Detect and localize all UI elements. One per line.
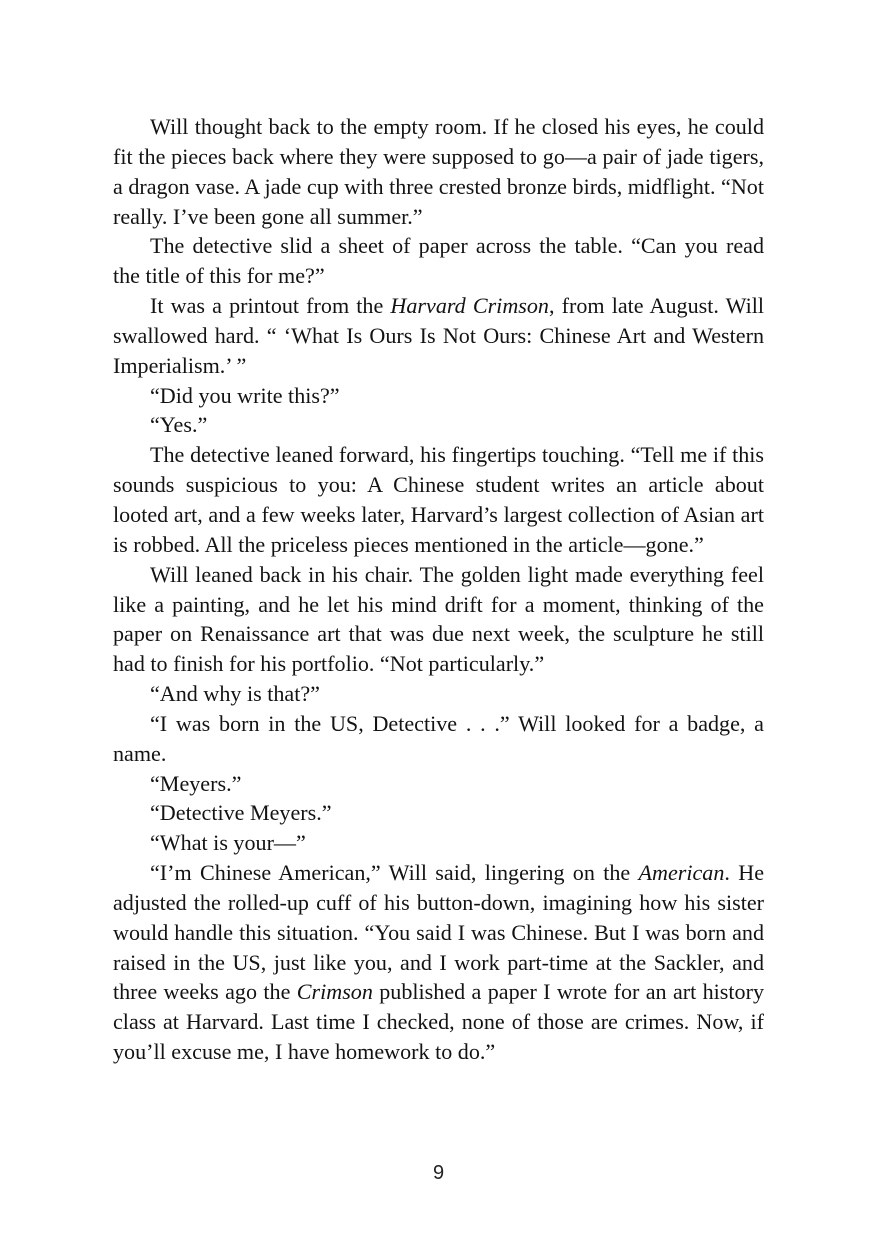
paragraph: “Did you write this?”: [150, 382, 340, 408]
paragraph: The detective leaned forward, his fingertips touching. “Tell me if this sounds suspicious to you: A Chinese student writes an article about looted art, and a few weeks later, Harvard’s largest collection of Asian art is robbed. All the priceless pieces mentioned in the article—gone.”: [113, 442, 764, 557]
paragraph: The detective slid a sheet of paper across the table. “Can you read the title of this for me?”: [113, 233, 764, 289]
paragraph-segment: “I’m Chinese American,” Will said, lingering on the: [150, 860, 639, 886]
italic-title-crimson: Crimson: [296, 979, 373, 1005]
paragraph: [113, 858, 764, 1067]
paragraph: Will thought back to the empty room. If he closed his eyes, he could fit the pieces back where they were supposed to go—a pair of jade tigers, a dragon vase. A jade cup with three crested bronze birds, midflight. “Not really. I’ve been gone all summer.”: [113, 114, 764, 229]
paragraph: “Detective Meyers.”: [150, 800, 332, 826]
paragraph: “Meyers.”: [150, 770, 242, 796]
italic-word-american: American: [638, 860, 725, 886]
paragraph-segment: . He adjusted the rolled-up cuff of his button-down, imagining how his sister would handle this situation. “You said I was Chinese. But I was born and raised in the US, just like you, and I work part-time at the Sackler, and three weeks ago the: [113, 860, 764, 1005]
paragraph-segment: It was a printout from the: [150, 293, 391, 319]
paragraph: Will leaned back in his chair. The golden light made everything feel like a painting, and he let his mind drift for a moment, thinking of the paper on Renaissance art that was due next week, the sculpture he still had to finish for his portfolio. “Not particularly.”: [113, 561, 764, 677]
paragraph: “What is your—”: [150, 830, 306, 856]
page-number: 9: [432, 1162, 445, 1184]
paragraph: “Yes.”: [150, 412, 208, 438]
paragraph-segment: , from late August. Will swallowed hard. “ ‘What Is Ours Is Not Ours: Chinese Art and Western Imperialism.’ ”: [113, 293, 765, 378]
paragraph: [113, 291, 764, 381]
italic-title-harvard-crimson: Harvard Crimson: [390, 293, 549, 319]
paragraph: “And why is that?”: [150, 681, 320, 707]
paragraph-segment: published a paper I wrote for an art history class at Harvard. Last time I checked, none of those are crimes. Now, if you’ll excuse me, I have homework to do.”: [113, 979, 764, 1065]
paragraph: “I was born in the US, Detective . . .” Will looked for a badge, a name.: [113, 710, 764, 766]
page-body-text: [113, 112, 764, 1067]
